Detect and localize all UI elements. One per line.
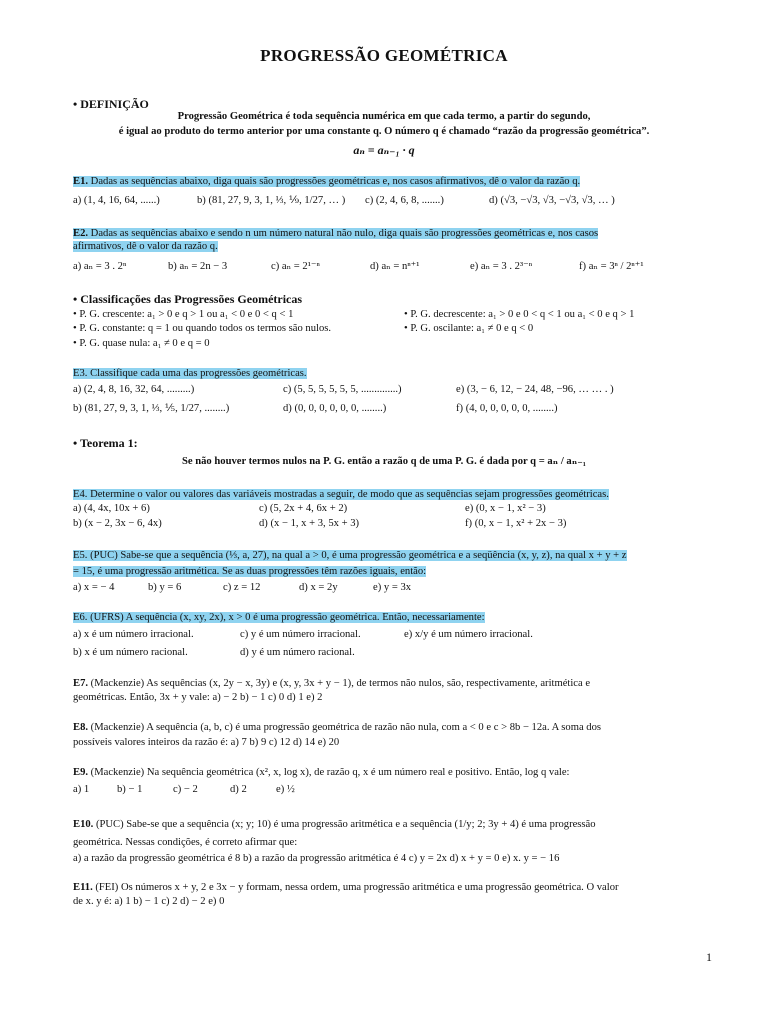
e9-option-a: a) 1	[73, 784, 90, 795]
e4-statement: E4. Determine o valor ou valores das variáveis mostradas a seguir, de modo que as sequências sejam progressões geométricas.	[73, 489, 609, 500]
e5-statement-line1: E5. (PUC) Sabe-se que a sequência (⅓, a, 27), na qual a > 0, é uma progressão geométrica e a seqüência (x, y, z), na qual x + y + z	[73, 550, 627, 561]
e4-option-f: f) (0, x − 1, x² + 2x − 3)	[465, 518, 567, 529]
e1-option-a: a) (1, 4, 16, 64, ......)	[73, 195, 160, 206]
definicao-heading: • DEFINIÇÃO	[73, 97, 149, 111]
e2-option-b: b) aₙ = 2n − 3	[168, 261, 228, 272]
e3-statement: E3. Classifique cada uma das progressões geométricas.	[73, 368, 307, 379]
e3-option-c: c) (5, 5, 5, 5, 5, 5, ..............)	[283, 384, 402, 395]
e9-option-c: c) − 2	[173, 784, 198, 795]
e1-option-d: d) (√3, −√3, √3, −√3, √3, … )	[489, 195, 615, 206]
class-crescente: • P. G. crescente: a₁ > 0 e q > 1 ou a₁ < 0 e 0 < q < 1	[73, 309, 294, 320]
page-title: PROGRESSÃO GEOMÉTRICA	[260, 46, 508, 65]
e3-option-b: b) (81, 27, 9, 3, 1, ⅓, ⅕, 1/27, ........)	[73, 403, 230, 414]
e10-options: a) a razão da progressão geométrica é 8 b) a razão da progressão aritmética é 4 c) y = 2x d) x + y = 0 e) x. y = − 16	[73, 853, 560, 864]
class-quase-nula: • P. G. quase nula: a₁ ≠ 0 e q = 0	[73, 338, 210, 349]
e7-statement-line1: E7. (Mackenzie) As sequências (x, 2y − x, 3y) e (x, y, 3x + y − 1), de termos não nulos, são, respectivamente, aritmética e	[73, 678, 591, 689]
classificacoes-heading: • Classificações das Progressões Geométricas	[73, 292, 303, 306]
class-constante: • P. G. constante: q = 1 ou quando todos os termos são nulos.	[73, 323, 332, 334]
e3-option-f: f) (4, 0, 0, 0, 0, 0, ........)	[456, 403, 558, 414]
e6-option-d: d) y é um número racional.	[240, 647, 355, 658]
e9-statement: E9. (Mackenzie) Na sequência geométrica (x², x, log x), de razão q, x é um número real e positivo. Então, log q vale:	[73, 767, 570, 778]
e4-option-b: b) (x − 2, 3x − 6, 4x)	[73, 518, 162, 529]
definicao-line2: é igual ao produto do termo anterior por uma constante q. O número q é chamado “razão da progressão geométrica”.	[118, 126, 650, 137]
e6-option-c: c) y é um número irracional.	[240, 629, 361, 640]
e6-option-a: a) x é um número irracional.	[73, 629, 194, 640]
e1-statement: E1. Dadas as sequências abaixo, diga quais são progressões geométricas e, nos casos afirmativos, dê o valor da razão q.	[73, 176, 581, 187]
e5-option-c: c) z = 12	[223, 582, 261, 593]
e4-option-d: d) (x − 1, x + 3, 5x + 3)	[259, 518, 360, 529]
teorema-heading: • Teorema 1:	[73, 436, 138, 450]
e2-option-a: a) aₙ = 3 . 2ⁿ	[73, 261, 127, 272]
e11-statement-line1: E11. (FEI) Os números x + y, 2 e 3x − y formam, nessa ordem, uma progressão aritmética e uma progressão geométrica. O valor	[73, 882, 619, 893]
e11-statement-line2: de x. y é: a) 1 b) − 1 c) 2 d) − 2 e) 0	[73, 896, 225, 907]
e8-statement-line2: possíveis valores inteiros da razão é: a) 7 b) 9 c) 12 d) 14 e) 20	[73, 737, 340, 748]
e9-option-b: b) − 1	[117, 784, 143, 795]
e5-option-d: d) x = 2y	[299, 582, 338, 593]
e2-statement-line2: afirmativos, dê o valor da razão q.	[73, 241, 218, 252]
e5-option-b: b) y = 6	[148, 582, 182, 593]
e3-option-e: e) (3, − 6, 12, − 24, 48, −96, … … . )	[456, 384, 614, 395]
e7-statement-line2: geométricas. Então, 3x + y vale: a) − 2 b) − 1 c) 0 d) 1 e) 2	[73, 692, 323, 703]
e4-option-c: c) (5, 2x + 4, 6x + 2)	[259, 503, 348, 514]
e2-option-f: f) aₙ = 3ⁿ / 2ⁿ⁺¹	[579, 261, 644, 272]
e9-option-d: d) 2	[230, 784, 247, 795]
e5-statement-line2: = 15, é uma progressão aritmética. Se as duas progressões têm razões iguais, então:	[73, 566, 427, 577]
teorema-text: Se não houver termos nulos na P. G. então a razão q de uma P. G. é dada por q = aₙ / aₙ₋₁	[182, 456, 586, 467]
e3-option-a: a) (2, 4, 8, 16, 32, 64, .........)	[73, 384, 195, 395]
e5-option-a: a) x = − 4	[73, 582, 115, 593]
e2-statement-line1: E2. Dadas as sequências abaixo e sendo n um número natural não nulo, diga quais são progressões geométricas e, nos casos	[73, 228, 599, 239]
definicao-formula: aₙ = aₙ₋₁ · q	[353, 143, 415, 157]
e9-option-e: e) ½	[276, 784, 295, 795]
definicao-line1: Progressão Geométrica é toda sequência numérica em que cada termo, a partir do segundo,	[177, 111, 591, 122]
e4-option-a: a) (4, 4x, 10x + 6)	[73, 503, 150, 514]
e2-option-c: c) aₙ = 2¹⁻ⁿ	[271, 261, 320, 272]
class-oscilante: • P. G. oscilante: a₁ ≠ 0 e q < 0	[404, 323, 534, 334]
e10-statement-line1: E10. (PUC) Sabe-se que a sequência (x; y; 10) é uma progressão aritmética e a sequência (1/y; 2; 3y + 4) é uma progressão	[73, 819, 596, 830]
e3-option-d: d) (0, 0, 0, 0, 0, 0, ........)	[283, 403, 387, 414]
e2-option-e: e) aₙ = 3 . 2³⁻ⁿ	[470, 261, 533, 272]
e6-option-e: e) x/y é um número irracional.	[404, 629, 533, 640]
e1-option-c: c) (2, 4, 6, 8, .......)	[365, 195, 444, 206]
e8-statement-line1: E8. (Mackenzie) A sequência (a, b, c) é uma progressão geométrica de razão não nula, com a < 0 e c > 8b − 12a. A soma dos	[73, 722, 602, 733]
e6-option-b: b) x é um número racional.	[73, 647, 188, 658]
e5-option-e: e) y = 3x	[373, 582, 412, 593]
e4-option-e: e) (0, x − 1, x² − 3)	[465, 503, 546, 514]
e10-statement-line2: geométrica. Nessas condições, é correto afirmar que:	[73, 837, 298, 848]
e6-statement: E6. (UFRS) A sequência (x, xy, 2x), x > 0 é uma progressão geométrica. Então, necessariamente:	[73, 612, 485, 623]
e2-option-d: d) aₙ = nⁿ⁺¹	[370, 261, 420, 272]
e1-option-b: b) (81, 27, 9, 3, 1, ⅓, ⅑, 1/27, … )	[197, 195, 346, 206]
class-decrescente: • P. G. decrescente: a₁ > 0 e 0 < q < 1 ou a₁ < 0 e q > 1	[404, 309, 635, 320]
page-number: 1	[706, 950, 712, 964]
